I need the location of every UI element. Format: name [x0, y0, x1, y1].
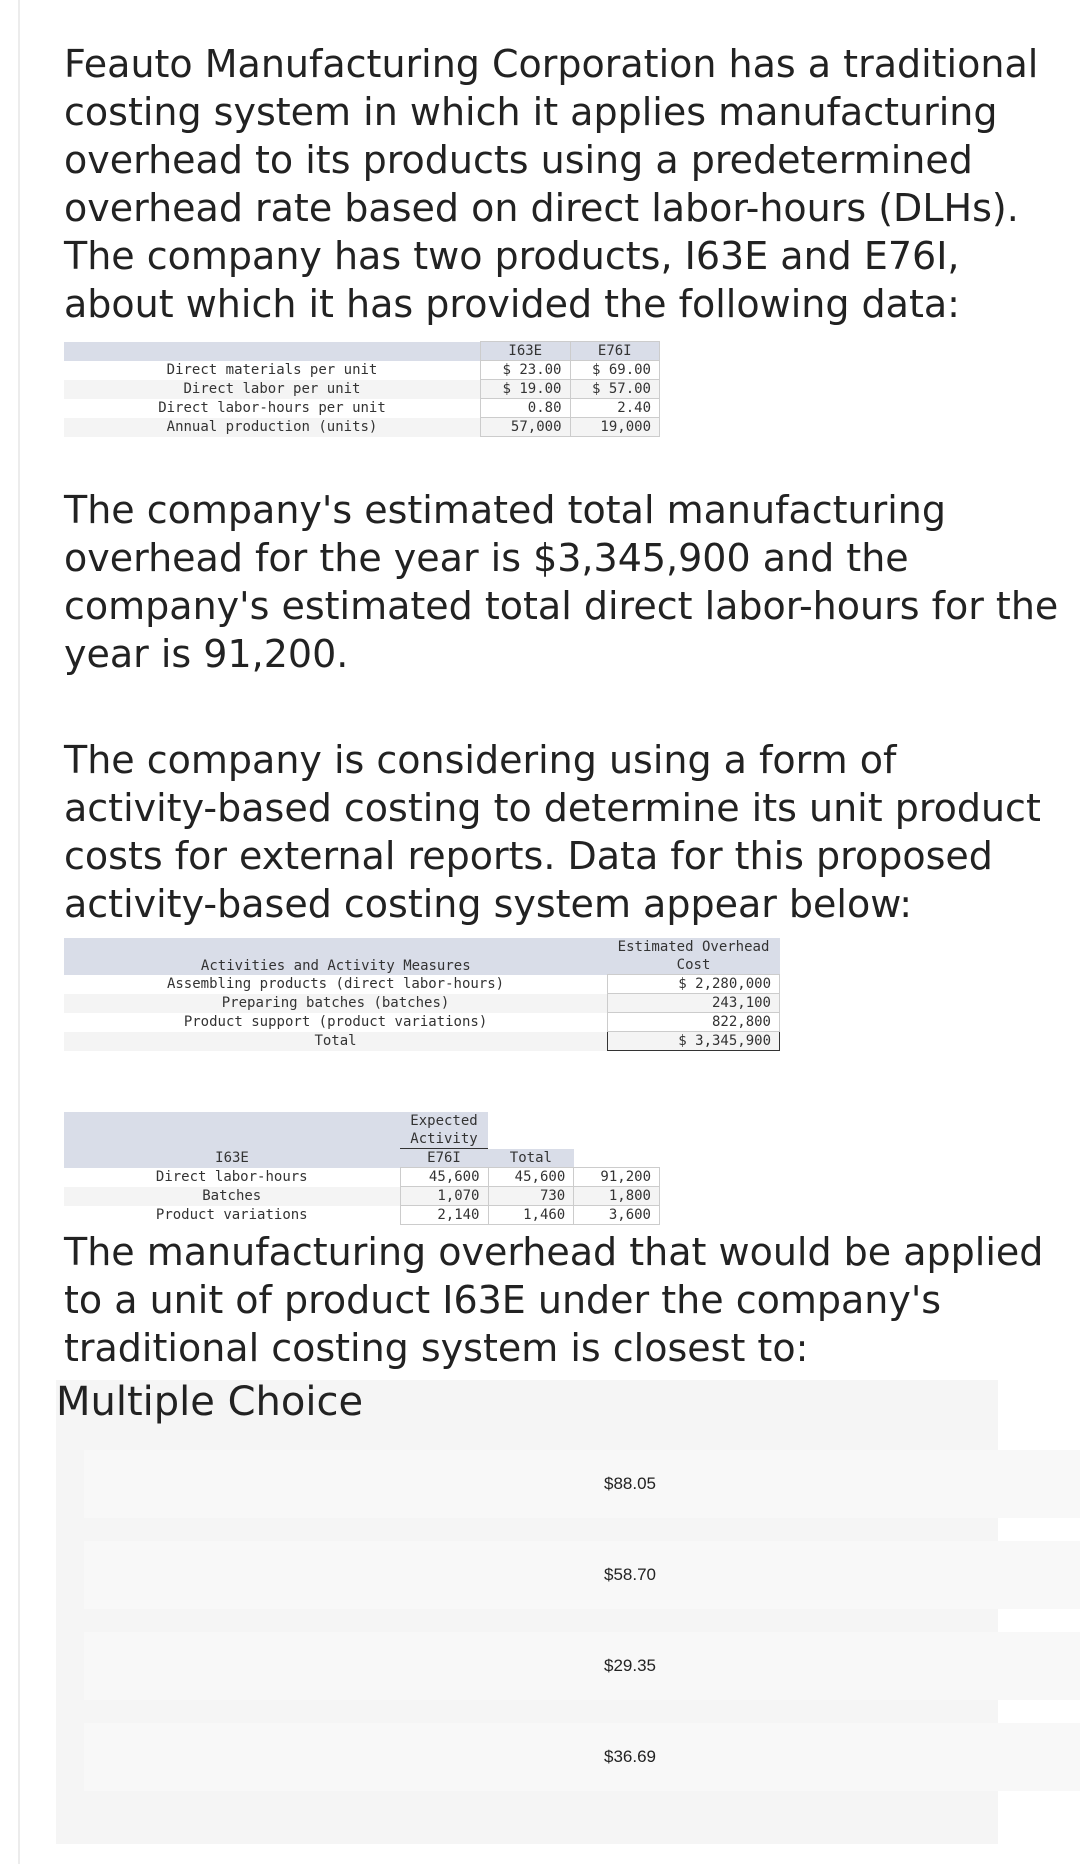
table-row [64, 1187, 660, 1206]
row-label: Total [64, 1032, 608, 1051]
cell: 730 [488, 1187, 574, 1206]
blank-cell [574, 1149, 660, 1168]
cost-cell: 243,100 [608, 994, 780, 1013]
expected-activity-header: Expected Activity [400, 1112, 488, 1149]
expected-corner [64, 1112, 400, 1149]
table-row [64, 1032, 780, 1051]
question-paragraph: The manufacturing overhead that would be applied to a unit of product I63E under the company's traditional costing system is closest to: [64, 1230, 1044, 1370]
table-row [64, 380, 660, 399]
option-b[interactable] [84, 1541, 1080, 1609]
cell-i63e: $ 19.00 [481, 380, 571, 399]
cell: 2,140 [400, 1206, 488, 1225]
cell-i63e: 57,000 [481, 418, 571, 437]
cell: 3,600 [574, 1206, 660, 1225]
cell-i63e: 0.80 [481, 399, 571, 418]
blank-cell [574, 1112, 660, 1149]
option-d-label: $36.69 [604, 1747, 656, 1766]
cell-i63e: $ 23.00 [481, 361, 571, 380]
row-label: Batches [64, 1187, 400, 1206]
row-label: Direct materials per unit [166, 362, 378, 378]
table-row [64, 1013, 780, 1032]
abc-paragraph: The company is considering using a form of activity-based costing to determine its unit product costs for external reports. Data for this proposed activity-based costing system appear below: [64, 738, 1041, 926]
cell: 1,460 [488, 1206, 574, 1225]
table-row [64, 1168, 660, 1187]
intro-paragraph: Feauto Manufacturing Corporation has a traditional costing system in which it applies manufacturing overhead to its products using a predetermined overhead rate based on direct labor-hours (DLHs). The company has two products, I63E and E76I, about which it has provided the following data: [64, 42, 1039, 326]
option-c[interactable] [84, 1632, 1080, 1700]
activity-header: Activities and Activity Measures [64, 938, 608, 975]
header-i63e: I63E [64, 1149, 400, 1168]
expected-activity-table [64, 1112, 660, 1225]
product-data-table [64, 341, 660, 437]
table-row [64, 994, 780, 1013]
cell: 91,200 [574, 1168, 660, 1187]
row-label: Product support (product variations) [183, 1014, 488, 1030]
option-a-label: $88.05 [604, 1474, 656, 1493]
activity-cost-table [64, 938, 780, 1051]
overhead-paragraph: The company's estimated total manufacturing overhead for the year is $3,345,900 and the company's estimated total direct labor-hours for the year is 91,200. [64, 488, 1059, 676]
row-label: Assembling products (direct labor-hours) [166, 976, 505, 992]
table-row [64, 418, 660, 437]
cell-e76i: 2.40 [570, 399, 660, 418]
table-row [64, 1206, 660, 1225]
cell: 45,600 [488, 1168, 574, 1187]
cell-e76i: 19,000 [570, 418, 660, 437]
table-row [64, 361, 660, 380]
row-label: Direct labor per unit [64, 380, 481, 399]
cell: 1,070 [400, 1187, 488, 1206]
cell-e76i: $ 57.00 [570, 380, 660, 399]
table-row [64, 399, 660, 418]
row-label: Direct labor-hours per unit [158, 400, 386, 416]
cell-e76i: $ 69.00 [570, 361, 660, 380]
multiple-choice-label: Multiple Choice [56, 1379, 364, 1425]
table-row [64, 975, 780, 994]
header-total: Total [488, 1149, 574, 1168]
row-label: Preparing batches (batches) [64, 994, 608, 1013]
cost-header: Estimated Overhead Cost [608, 938, 780, 975]
cell: 45,600 [400, 1168, 488, 1187]
header-e76i: E76I [570, 342, 660, 361]
option-c-label: $29.35 [604, 1656, 656, 1675]
cost-cell: 822,800 [608, 1013, 780, 1032]
cell: 1,800 [574, 1187, 660, 1206]
row-label: Product variations [155, 1207, 308, 1223]
total-cost-cell: $ 3,345,900 [608, 1032, 780, 1051]
row-label: Direct labor-hours [155, 1169, 308, 1185]
option-d[interactable] [84, 1723, 1080, 1791]
option-a[interactable] [84, 1450, 1080, 1518]
left-margin-rule [18, 0, 20, 1864]
blank-cell [488, 1112, 574, 1149]
header-e76i: E76I [400, 1149, 488, 1168]
header-i63e: I63E [481, 342, 571, 361]
cost-cell: $ 2,280,000 [608, 975, 780, 994]
product-table-corner [64, 342, 481, 361]
option-b-label: $58.70 [604, 1565, 656, 1584]
row-label: Annual production (units) [64, 418, 481, 437]
